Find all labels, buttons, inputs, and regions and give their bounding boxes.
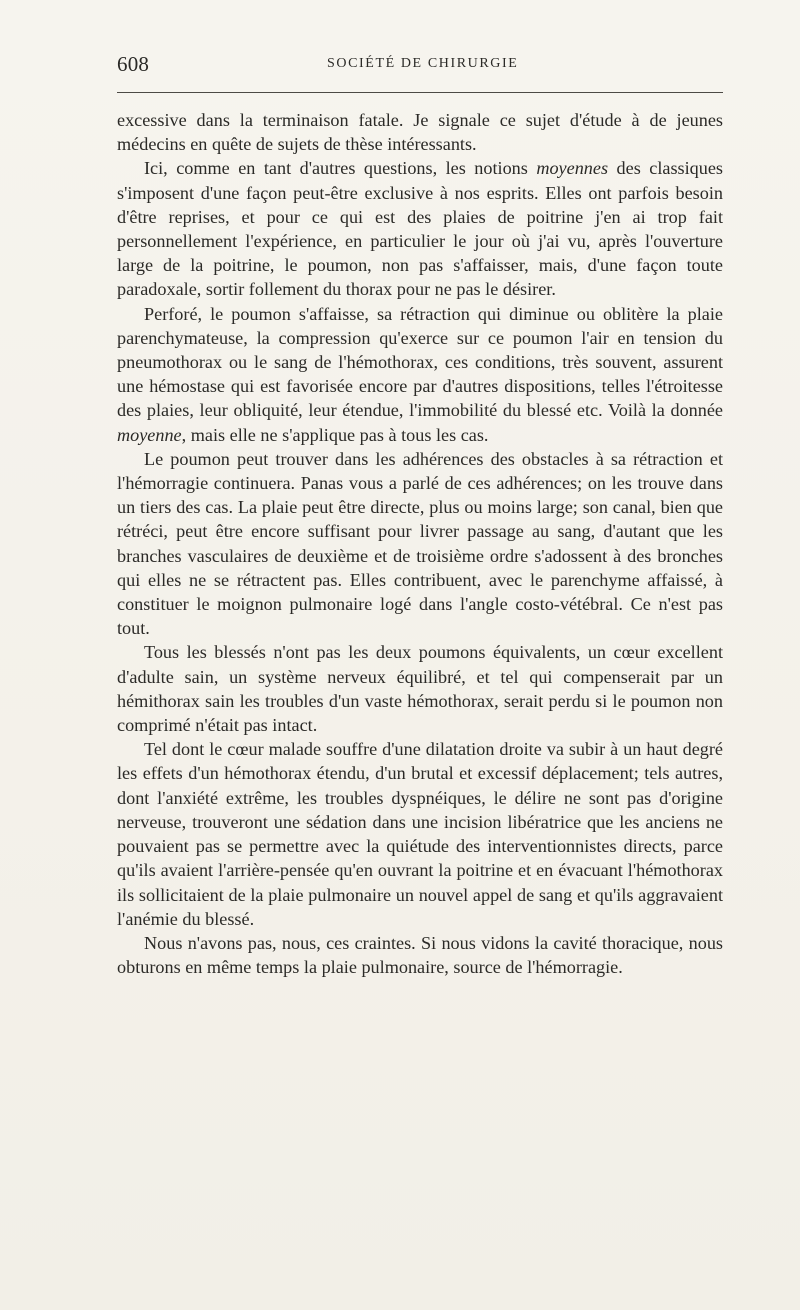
page-header: [117, 52, 723, 76]
paragraph-3: [117, 302, 723, 447]
paragraph-7: Nous n'avons pas, nous, ces craintes. Si nous vidons la cavité thoracique, nous obturons en même temps la plaie pulmonaire, source de l'hémorragie.: [117, 932, 723, 978]
header-rule: [117, 92, 723, 93]
body-text: [117, 108, 723, 979]
paragraph-2: [117, 156, 723, 301]
paragraph-2-after: des classiques s'imposent d'une façon peut-être exclusive à nos esprits. Elles ont parfois besoin d'être reprises, et pour ce qui est des plaies de poitrine j'en ai trop fait personnellement l'expérience, en particulier le jour où j'ai vu, après l'ouverture large de la poitrine, le poumon, non pas s'affaisser, mais, d'une façon toute paradoxale, sortir follement du thorax pour ne pas le désirer.: [117, 158, 723, 300]
page-number: 608: [117, 52, 150, 76]
paragraph-3-italic: moyenne: [117, 424, 182, 445]
paragraph-5: Tous les blessés n'ont pas les deux poumons équivalents, un cœur excellent d'adulte sain, un système nerveux équilibré, et tel qui compenserait par un hémithorax sain les troubles d'un vaste hémothorax, serait perdu si le poumon non comprimé n'était pas intact.: [117, 642, 723, 736]
paragraph-3-before: Perforé, le poumon s'affaisse, sa rétraction qui diminue ou oblitère la plaie parenchymateuse, la compression qu'exerce sur ce poumon l'air en tension du pneumothorax ou le sang de l'hémothorax, ces conditions, très souvent, assurent une hémostase qui est favorisée encore par d'autres dispositions, telles l'étroitesse des plaies, leur obliquité, leur étendue, l'immobilité du blessé etc. Voilà la donnée: [117, 303, 723, 421]
paragraph-3-after: , mais elle ne s'applique pas à tous les cas.: [181, 424, 489, 445]
paragraph-2-italic: moyennes: [536, 158, 609, 179]
paragraph-6: Tel dont le cœur malade souffre d'une dilatation droite va subir à un haut degré les effets d'un hémothorax étendu, d'un brutal et excessif déplacement; tels autres, dont l'anxiété extrême, les troubles dyspnéiques, le délire ne sont pas d'origine nerveuse, trouveront une sédation dans une incision libératrice que les anciens ne pouvaient pas se permettre avec la quiétude des interventionnistes directs, parce qu'ils avaient l'arrière-pensée qu'en ouvrant la poitrine et en évacuant l'hémothorax ils sollicitaient de la plaie pulmonaire un nouvel appel de sang et qu'ils aggravaient l'anémie du blessé.: [117, 739, 723, 929]
paragraph-2-before: Ici, comme en tant d'autres questions, les notions: [144, 158, 537, 179]
paragraph-1: excessive dans la terminaison fatale. Je signale ce sujet d'étude à de jeunes médecins en quête de sujets de thèse intéressants.: [117, 110, 723, 155]
paragraph-4: Le poumon peut trouver dans les adhérences des obstacles à sa rétraction et l'hémorragie continuera. Panas vous a parlé de ces adhérences; on les trouve dans un tiers des cas. La plaie peut être directe, plus ou moins large; son canal, bien que rétréci, peut être encore suffisant pour livrer passage au sang, d'autant que les branches vasculaires de deuxième et de troisième ordre s'adossent à des bronches qui elles ne se rétractent pas. Elles contribuent, avec le parenchyme affaissé, à constituer le moignon pulmonaire logé dans l'angle costo-vétébral. Ce n'est pas tout.: [117, 448, 723, 639]
running-head: SOCIÉTÉ DE CHIRURGIE: [327, 56, 519, 71]
